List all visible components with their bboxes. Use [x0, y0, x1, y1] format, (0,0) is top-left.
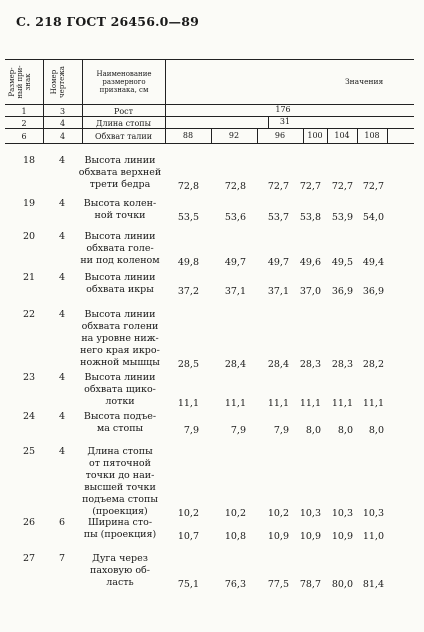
row-value: 11,1 [267, 398, 289, 409]
row-value: 77,5 [267, 579, 289, 590]
row-value: 37,1 [267, 286, 289, 297]
row-value: 10,9 [331, 531, 353, 542]
row-value: 28,4 [224, 359, 246, 370]
row-value: 10,2 [224, 508, 246, 519]
row-drawing-number: 4 [58, 272, 66, 283]
row-value: 37,2 [177, 286, 199, 297]
row-value: 28,5 [177, 359, 199, 370]
param-row-name: Рост [113, 107, 134, 116]
row-name: Высота колен- ной точки [83, 198, 157, 221]
row-value: 7,9 [230, 425, 246, 436]
row-value: 81,4 [362, 579, 384, 590]
row-value: 28,3 [299, 359, 321, 370]
row-drawing-number: 6 [58, 517, 66, 528]
row-drawing-number: 4 [58, 372, 66, 383]
row-number: 26 [22, 517, 36, 528]
param-row-name: Длина стопы [96, 119, 151, 128]
row-value: 72,7 [331, 181, 353, 192]
row-value: 49,6 [299, 257, 321, 268]
param-row-value: 176 [275, 105, 291, 114]
row-value: 76,3 [224, 579, 246, 590]
row-drawing-number: 7 [58, 553, 66, 564]
row-value: 53,7 [267, 212, 289, 223]
row-value: 11,0 [362, 531, 384, 542]
row-name: Высота линии обхвата голени на уровне ниж- него края икро- ножной мышцы [80, 309, 160, 368]
col-header-values: Значения [345, 77, 384, 86]
row-value: 10,2 [177, 508, 199, 519]
row-value: 80,0 [331, 579, 353, 590]
row-value: 75,1 [177, 579, 199, 590]
waist-value: 88 [182, 131, 194, 140]
waist-row-drawing: 4 [59, 132, 66, 141]
row-value: 10,9 [299, 531, 321, 542]
row-value: 11,1 [299, 398, 321, 409]
row-value: 49,7 [267, 257, 289, 268]
row-value: 49,8 [177, 257, 199, 268]
row-number: 21 [22, 272, 36, 283]
row-value: 53,8 [299, 212, 321, 223]
row-value: 36,9 [362, 286, 384, 297]
row-value: 10,3 [331, 508, 353, 519]
row-value: 49,4 [362, 257, 384, 268]
row-value: 36,9 [331, 286, 353, 297]
row-name: Длина стопы от пяточной точки до наи- высшей точки подъема стопы (проекция) [82, 446, 158, 517]
row-value: 8,0 [305, 425, 321, 436]
param-row-num: 2 [21, 119, 27, 128]
row-value: 10,9 [267, 531, 289, 542]
row-name: Высота линии обхвата верхней трети бедра [78, 155, 162, 190]
col-header-size: Размер- ный при- знак [8, 65, 32, 99]
waist-row-num: 6 [21, 132, 27, 141]
waist-value: 96 [274, 131, 286, 140]
row-value: 10,8 [224, 531, 246, 542]
waist-value: 108 [364, 131, 380, 140]
row-number: 20 [22, 231, 36, 242]
row-drawing-number: 4 [58, 309, 66, 320]
row-name: Высота линии обхвата голе- ни под коленом [80, 231, 160, 266]
row-value: 72,7 [299, 181, 321, 192]
param-row-drawing: 4 [59, 119, 66, 128]
row-number: 19 [22, 198, 36, 209]
row-value: 72,7 [362, 181, 384, 192]
row-value: 7,9 [183, 425, 199, 436]
row-name: Высота линии обхвата щико- лотки [84, 372, 156, 407]
param-row-num: 1 [21, 107, 27, 116]
waist-value: 92 [228, 131, 240, 140]
row-value: 54,0 [362, 212, 384, 223]
row-number: 23 [22, 372, 36, 383]
row-drawing-number: 4 [58, 155, 66, 166]
row-value: 53,9 [331, 212, 353, 223]
row-value: 49,7 [224, 257, 246, 268]
row-value: 78,7 [299, 579, 321, 590]
row-name: Высота подъе- ма стопы [83, 411, 157, 434]
row-drawing-number: 4 [58, 231, 66, 242]
param-row-value: 31 [279, 117, 291, 126]
row-name: Ширина сто- пы (проекция) [83, 517, 157, 540]
row-value: 11,1 [331, 398, 353, 409]
row-value: 10,3 [299, 508, 321, 519]
row-value: 10,3 [362, 508, 384, 519]
row-value: 11,1 [177, 398, 199, 409]
page-header: С. 218 ГОСТ 26456.0—89 [16, 14, 200, 29]
col-header-drawing: Номер чертежа [50, 66, 66, 98]
row-number: 18 [22, 155, 36, 166]
row-value: 28,3 [331, 359, 353, 370]
row-value: 72,8 [224, 181, 246, 192]
row-value: 11,1 [362, 398, 384, 409]
waist-value: 100 [307, 131, 323, 140]
row-drawing-number: 4 [58, 411, 66, 422]
row-name: Дуга через паховую об- ласть [90, 553, 150, 588]
waist-value: 104 [334, 131, 350, 140]
row-number: 22 [22, 309, 36, 320]
row-value: 28,2 [362, 359, 384, 370]
row-value: 10,7 [177, 531, 199, 542]
row-number: 24 [22, 411, 36, 422]
row-value: 7,9 [273, 425, 289, 436]
row-value: 53,5 [177, 212, 199, 223]
row-value: 10,2 [267, 508, 289, 519]
param-row-drawing: 3 [59, 107, 66, 116]
row-number: 25 [22, 446, 36, 457]
row-value: 11,1 [224, 398, 246, 409]
row-value: 37,0 [299, 286, 321, 297]
row-number: 27 [22, 553, 36, 564]
row-value: 37,1 [224, 286, 246, 297]
row-name: Высота линии обхвата икры [84, 272, 156, 295]
row-value: 49,5 [331, 257, 353, 268]
row-value: 8,0 [368, 425, 384, 436]
row-value: 72,7 [267, 181, 289, 192]
row-value: 72,8 [177, 181, 199, 192]
col-header-name: Наименование размерного признака, см [96, 70, 152, 94]
row-value: 53,6 [224, 212, 246, 223]
row-value: 28,4 [267, 359, 289, 370]
row-drawing-number: 4 [58, 446, 66, 457]
row-value: 8,0 [337, 425, 353, 436]
waist-row-name: Обхват талии [94, 132, 153, 141]
row-drawing-number: 4 [58, 198, 66, 209]
